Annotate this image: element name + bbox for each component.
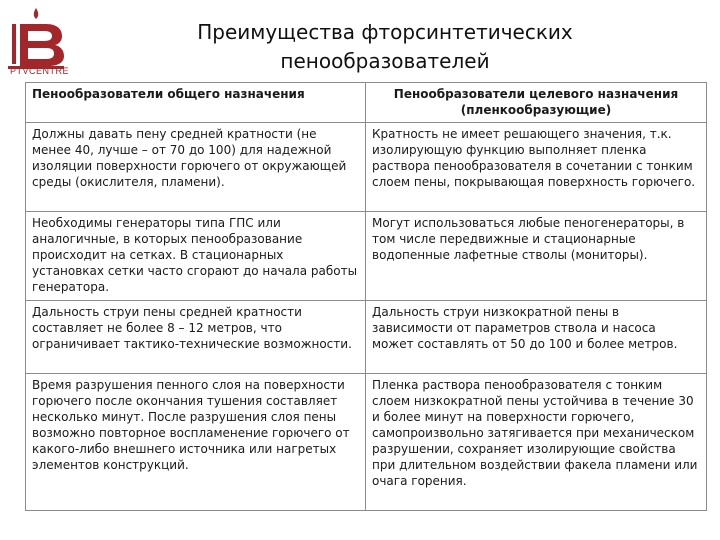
table-cell: Пленка раствора пенообразователя с тонким слоем низкократной пены устойчива в течение 30 и более минут на поверхности горючего, самопроизвольно затягивается при механическом разрушении, сохраняет изолирующие свойства при длительном воздействии факела пламени или очага горения. (366, 374, 707, 511)
header-targeted-purpose: Пенообразователи целевого назначения (пленкообразующие) (366, 83, 707, 123)
table-cell: Время разрушения пенного слоя на поверхности горючего после окончания тушения составляет несколько минут. После разрушения слоя пены возможно повторное воспламенение горючего от какого-либо внешнего источника или нагретых элементов конструкций. (26, 374, 366, 511)
table-cell: Дальность струи пены средней кратности составляет не более 8 – 12 метров, что ограничивает тактико-технические возможности. (26, 301, 366, 374)
table-cell: Дальность струи низкократной пены в зависимости от параметров ствола и насоса может составлять от 50 до 100 и более метров. (366, 301, 707, 374)
header-general-purpose: Пенообразователи общего назначения (26, 83, 366, 123)
page-title (150, 18, 620, 76)
table-row (26, 212, 707, 301)
table-row (26, 374, 707, 511)
comparison-table (25, 82, 707, 511)
table-row (26, 123, 707, 212)
table-cell: Необходимы генераторы типа ГПС или аналогичные, в которых пенообразование происходит на сетках. В стационарных установках сетки часто сгорают до начала работы генератора. (26, 212, 366, 301)
title-line-2: пенообразователей (280, 49, 490, 73)
table-row (26, 301, 707, 374)
table-header-row (26, 83, 707, 123)
title-line-1: Преимущества фторсинтетических (197, 20, 573, 44)
logo-caption: PTVCENTRE (10, 66, 70, 76)
table-cell: Могут использоваться любые пеногенераторы, в том числе передвижные и стационарные водопенные лафетные стволы (мониторы). (366, 212, 707, 301)
table-cell: Должны давать пену средней кратности (не менее 40, лучше – от 70 до 100) для надежной изоляции поверхности горючего от окружающей среды (окислителя, пламени). (26, 123, 366, 212)
table-cell: Кратность не имеет решающего значения, т.к. изолирующую функцию выполняет пленка раствора пенообразователя в сочетании с тонким слоем пены, покрывающая поверхность горючего. (366, 123, 707, 212)
